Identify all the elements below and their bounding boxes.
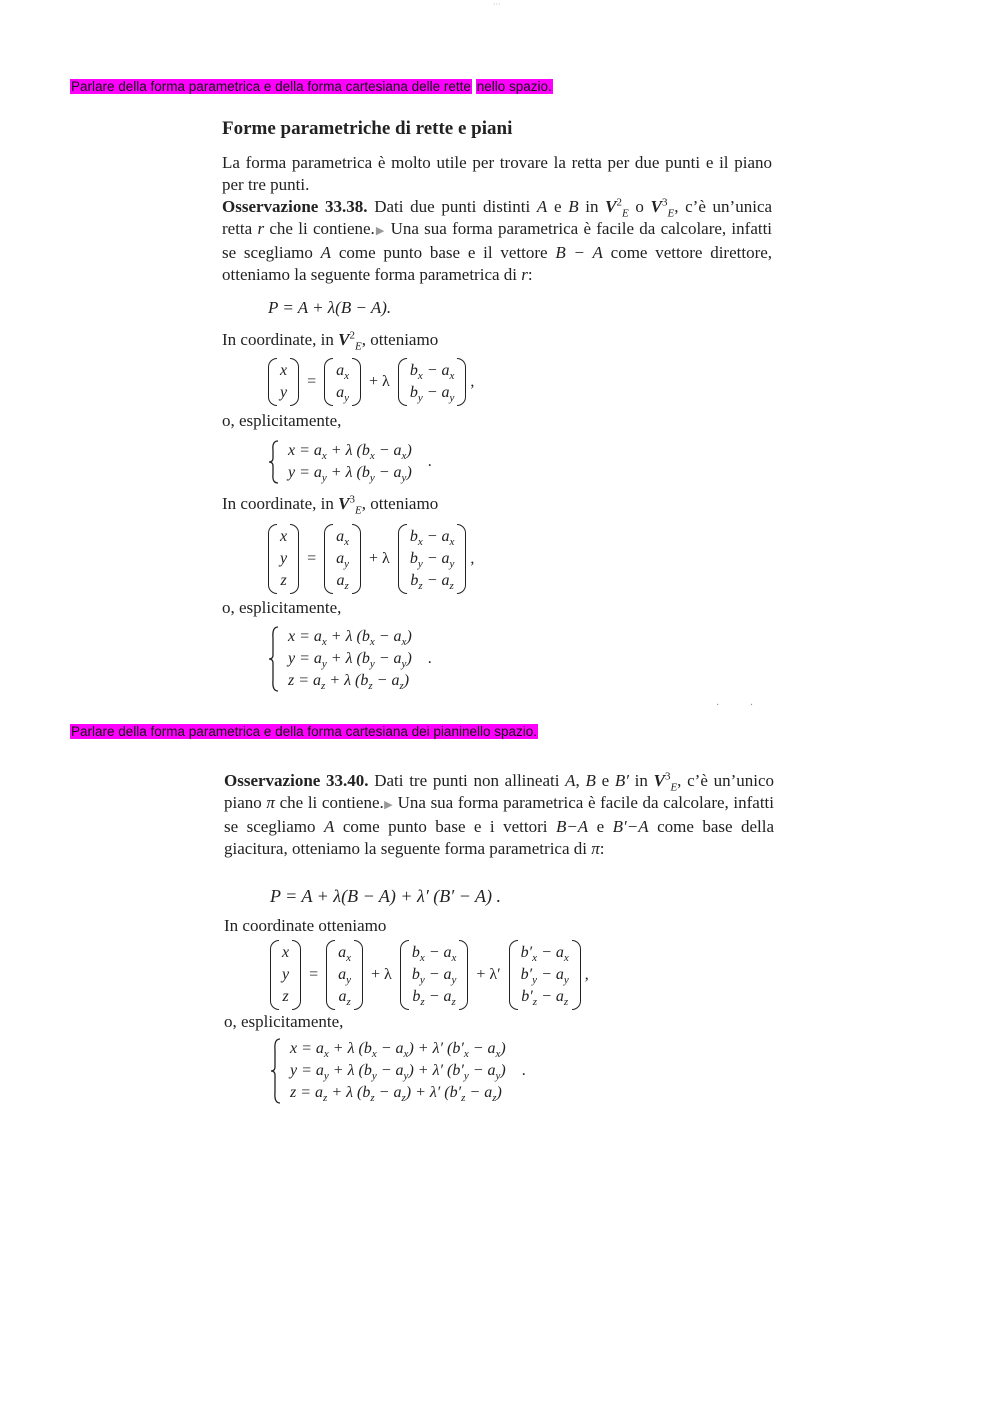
highlight-text: Parlare della forma parametrica e della forma cartesiana dei pianinello spazio. bbox=[71, 724, 537, 739]
highlight-text-tail: nello spazio. bbox=[476, 79, 552, 94]
triangle-marker-icon: ▶ bbox=[383, 799, 393, 811]
scan-dots: · · bbox=[716, 700, 768, 711]
system-3d: $x = a_x + \lambda$ $(b_x - a_x)$ $y = a_y + \lambda$ $(b_y - a_y)$ $z = a_z + \lambda$ $(b_z - a_z)$ . bbox=[268, 626, 432, 692]
triangle-marker-icon: ▶ bbox=[374, 225, 386, 237]
plane-vector-equation: x y z = $a_x$ $a_y$ $a_z$ + λ $b_x - a_x$ $b_y - a_y$ $b_z - a_z$ + λ′ $b'_x - a_x$ $b'_y - a_y$ $b'_z - a_z$ , bbox=[270, 940, 589, 1010]
highlight-note-planes bbox=[70, 723, 538, 740]
highlight-note-lines bbox=[70, 78, 553, 95]
observation-33-38: Osservazione 33.38. Dati due punti distinti A e B in $V^2_E$ o $V^3_E$, c’è un’unica retta r che li contiene.▶ Una sua forma parametrica è facile da calcolare, infatti se scegliamo A come punto base e il vettore B − A come vettore direttore, otteniamo la seguente forma parametrica di r: bbox=[222, 196, 773, 284]
intro-paragraph: La forma parametrica è molto utile per trovare la retta per due punti e il piano per tre punti. bbox=[222, 153, 772, 194]
observation-label: Osservazione 33.40. bbox=[224, 771, 369, 790]
vector-equation-3d: x y z = $a_x$ $a_y$ $a_z$ + λ $b_x - a_x$ $b_y - a_y$ $b_z - a_z$ , bbox=[268, 524, 474, 594]
coord-label-plane: In coordinate otteniamo bbox=[224, 916, 387, 935]
plane-system: $x = a_x + \lambda$ $(b_x - a_x) + \lambda'$ $(b'_x - a_x)$ $y = a_y + \lambda$ $(b_y - a_y) + \lambda'$ $(b'_y - a_y)$ $z = a_z + \lambda$ $(b_z - a_z) + \lambda'$ $(b'_z - a_z)$ . bbox=[270, 1038, 526, 1104]
section-lines bbox=[222, 118, 772, 286]
observation-33-40-block bbox=[224, 770, 774, 860]
explicit-label-1: o, esplicitamente, bbox=[222, 411, 342, 430]
page-marker: ··· bbox=[493, 0, 501, 9]
section-title: Forme parametriche di rette e piani bbox=[222, 118, 513, 139]
line-formula: P = A + λ(B − A). bbox=[268, 298, 392, 317]
plane-formula: P = A + λ(B − A) + λ′ (B′ − A) . bbox=[270, 886, 502, 906]
vector-equation-2d: x y = $a_x$ $a_y$ + λ $b_x - a_x$ $b_y - a_y$ , bbox=[268, 358, 474, 406]
highlight-text: Parlare della forma parametrica e della forma cartesiana delle rette bbox=[71, 79, 471, 94]
explicit-label-2: o, esplicitamente, bbox=[222, 598, 342, 617]
system-2d: $x = a_x + \lambda$ $(b_x - a_x)$ $y = a_y + \lambda$ $(b_y - a_y)$ . bbox=[268, 440, 432, 484]
coord2-label: In coordinate, in $V^2_E$, otteniamo bbox=[222, 329, 439, 353]
observation-33-40: Osservazione 33.40. Dati tre punti non allineati A, B e B′ in $V^3_E$, c’è un’unico piano π che li contiene.▶ Una sua forma parametrica è facile da calcolare, infatti se scegliamo A come punto base e i vettori B−A e B′−A come base della giacitura, otteniamo la seguente forma parametrica di π: bbox=[224, 770, 775, 858]
coord3-label: In coordinate, in $V^3_E$, otteniamo bbox=[222, 493, 439, 517]
observation-label: Osservazione 33.38. bbox=[222, 197, 368, 216]
explicit-label-plane: o, esplicitamente, bbox=[224, 1012, 344, 1031]
